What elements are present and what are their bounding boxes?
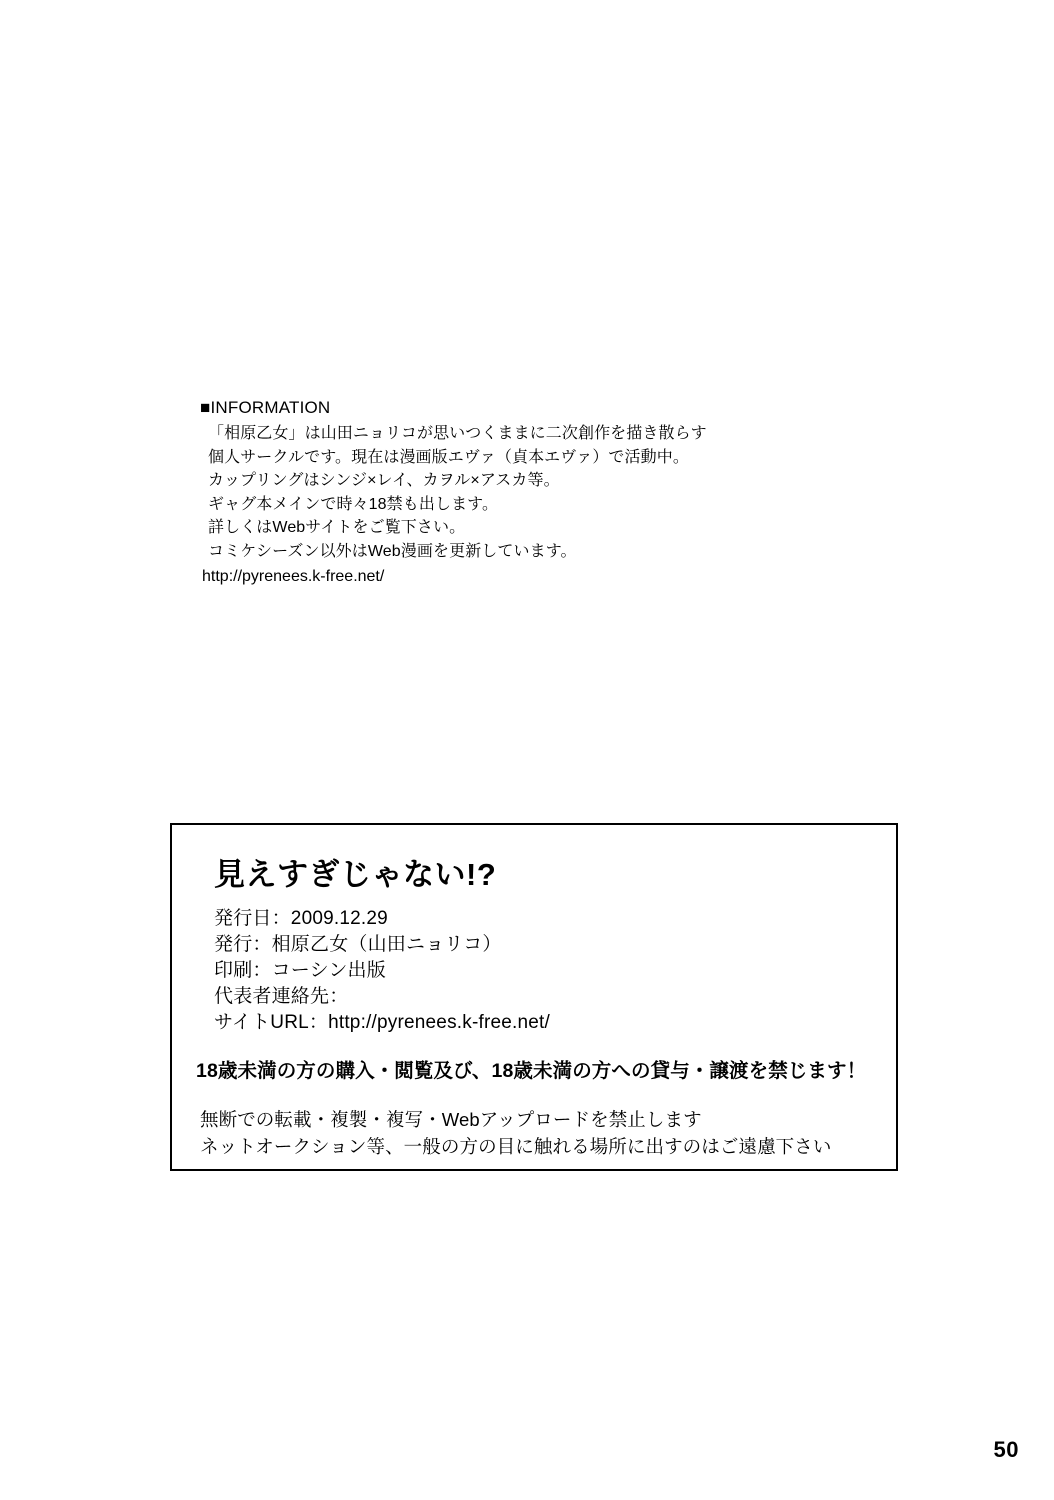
colophon-box: [170, 823, 898, 1171]
credit-line-contact: 代表者連絡先：: [214, 986, 349, 1007]
information-body: [200, 422, 840, 563]
usage-notes: [200, 1106, 896, 1160]
credit-line-publish-date: 発行日：2009.12.29: [214, 908, 388, 929]
information-line: 「相原乙女」は山田ニョリコが思いつくままに二次創作を描き散らす: [208, 425, 707, 442]
note-line-reproduction: 無断での転載・複製・複写・Webアップロードを禁止します: [200, 1109, 702, 1130]
credits-list: [214, 906, 896, 1036]
information-line: コミケシーズン以外はWeb漫画を更新しています。: [208, 542, 577, 560]
work-title: 見えすぎじゃない!?: [214, 857, 497, 892]
age-restriction-warning: 18歳未満の方の購入・閲覧及び、18歳未満の方への貸与・譲渡を禁じます！: [196, 1060, 867, 1082]
information-line: ギャグ本メインで時々18禁も出します。: [208, 495, 499, 513]
page-number: 50: [993, 1437, 1019, 1462]
credit-line-publisher: 発行：相原乙女（山田ニョリコ）: [214, 934, 502, 955]
information-heading: ■INFORMATION: [200, 398, 331, 417]
website-url: http://pyrenees.k-free.net/: [202, 568, 385, 585]
information-line: 個人サークルです。現在は漫画版エヴァ（貞本エヴァ）で活動中。: [208, 448, 689, 466]
credit-line-site-url: サイトURL：http://pyrenees.k-free.net/: [214, 1012, 550, 1033]
credit-line-printer: 印刷：コーシン出版: [214, 960, 386, 981]
information-block: [200, 396, 840, 589]
information-line: 詳しくはWebサイトをご覧下さい。: [208, 519, 466, 536]
information-line: カップリングはシンジ×レイ、カヲル×アスカ等。: [208, 472, 560, 489]
note-line-auction: ネットオークション等、一般の方の目に触れる場所に出すのはご遠慮下さい: [200, 1136, 832, 1157]
